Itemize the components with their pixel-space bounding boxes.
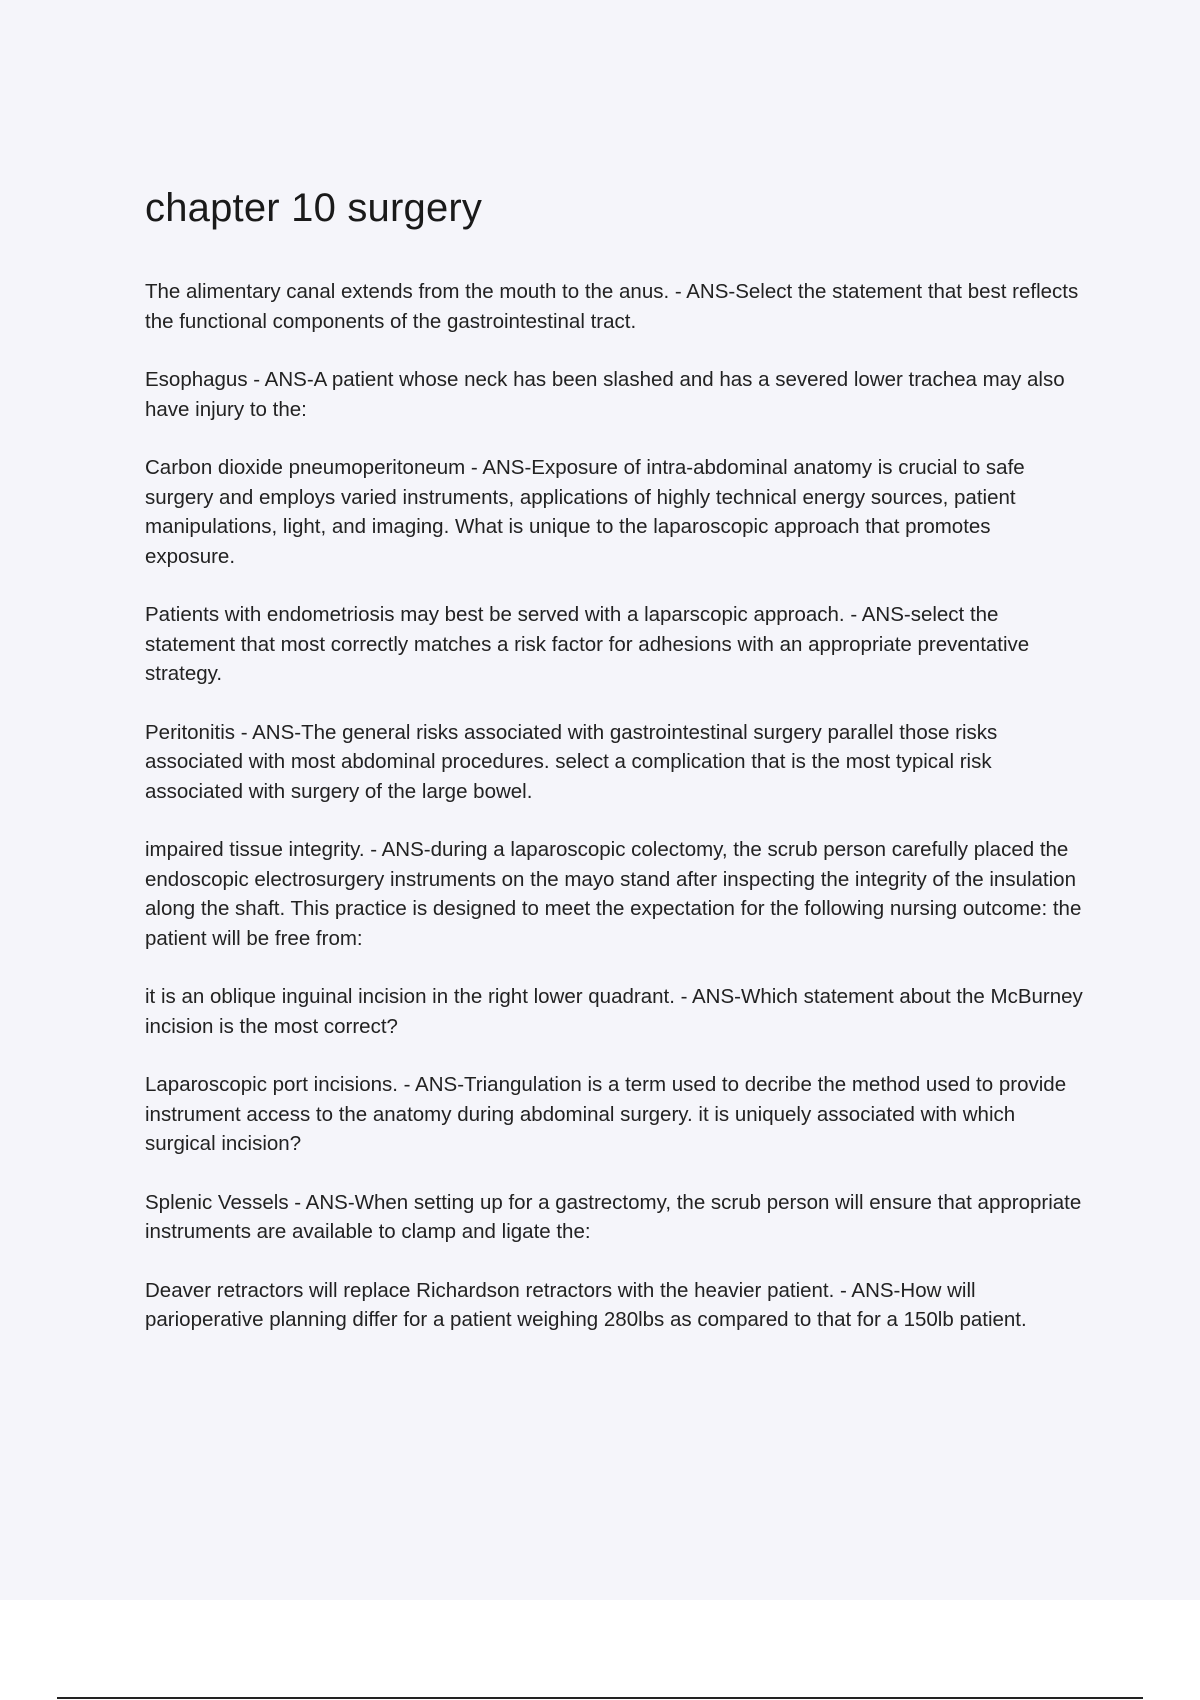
qa-item-6: impaired tissue integrity. - ANS-during a laparoscopic colectomy, the scrub person carefully placed the endoscopic electrosurgery instruments on the mayo stand after inspecting the integrity of the insulation along the shaft. This practice is designed to meet the expectation for the following nursing outcome: the patient will be free from: [145, 838, 1082, 950]
qa-list [145, 277, 1085, 1335]
qa-item-3: Carbon dioxide pneumoperitoneum - ANS-Exposure of intra-abdominal anatomy is crucial to safe surgery and employs varied instruments, applications of highly technical energy sources, patient manipulations, light, and imaging. What is unique to the laparoscopic approach that promotes exposure. [145, 456, 1025, 568]
qa-item-8: Laparoscopic port incisions. - ANS-Triangulation is a term used to decribe the method used to provide instrument access to the anatomy during abdominal surgery. it is uniquely associated with which surgical incision? [145, 1073, 1067, 1155]
qa-item-10: Deaver retractors will replace Richardson retractors with the heavier patient. - ANS-How will parioperative planning differ for a patient weighing 280lbs as compared to that for a 150lb patient. [145, 1278, 1027, 1331]
qa-item-2: Esophagus - ANS-A patient whose neck has been slashed and has a severed lower trachea may also have injury to the: [145, 368, 1065, 421]
qa-item-9: Splenic Vessels - ANS-When setting up for a gastrectomy, the scrub person will ensure that appropriate instruments are available to clamp and ligate the: [145, 1190, 1082, 1243]
qa-item-4: Patients with endometriosis may best be served with a laparscopic approach. - ANS-select the statement that most correctly matches a risk factor for adhesions with an appropriate preventative strategy. [145, 603, 1030, 685]
qa-item-5: Peritonitis - ANS-The general risks associated with gastrointestinal surgery parallel those risks associated with most abdominal procedures. select a complication that is the most typical risk associated with surgery of the large bowel. [145, 720, 998, 803]
qa-item-1: The alimentary canal extends from the mouth to the anus. - ANS-Select the statement that best reflects the functional components of the gastrointestinal tract. [145, 280, 1079, 333]
footer-divider [57, 1697, 1143, 1699]
qa-item-7: it is an oblique inguinal incision in the right lower quadrant. - ANS-Which statement about the McBurney incision is the most correct? [145, 985, 1083, 1038]
document-content [145, 183, 1085, 1364]
page-title: chapter 10 surgery [145, 186, 483, 230]
